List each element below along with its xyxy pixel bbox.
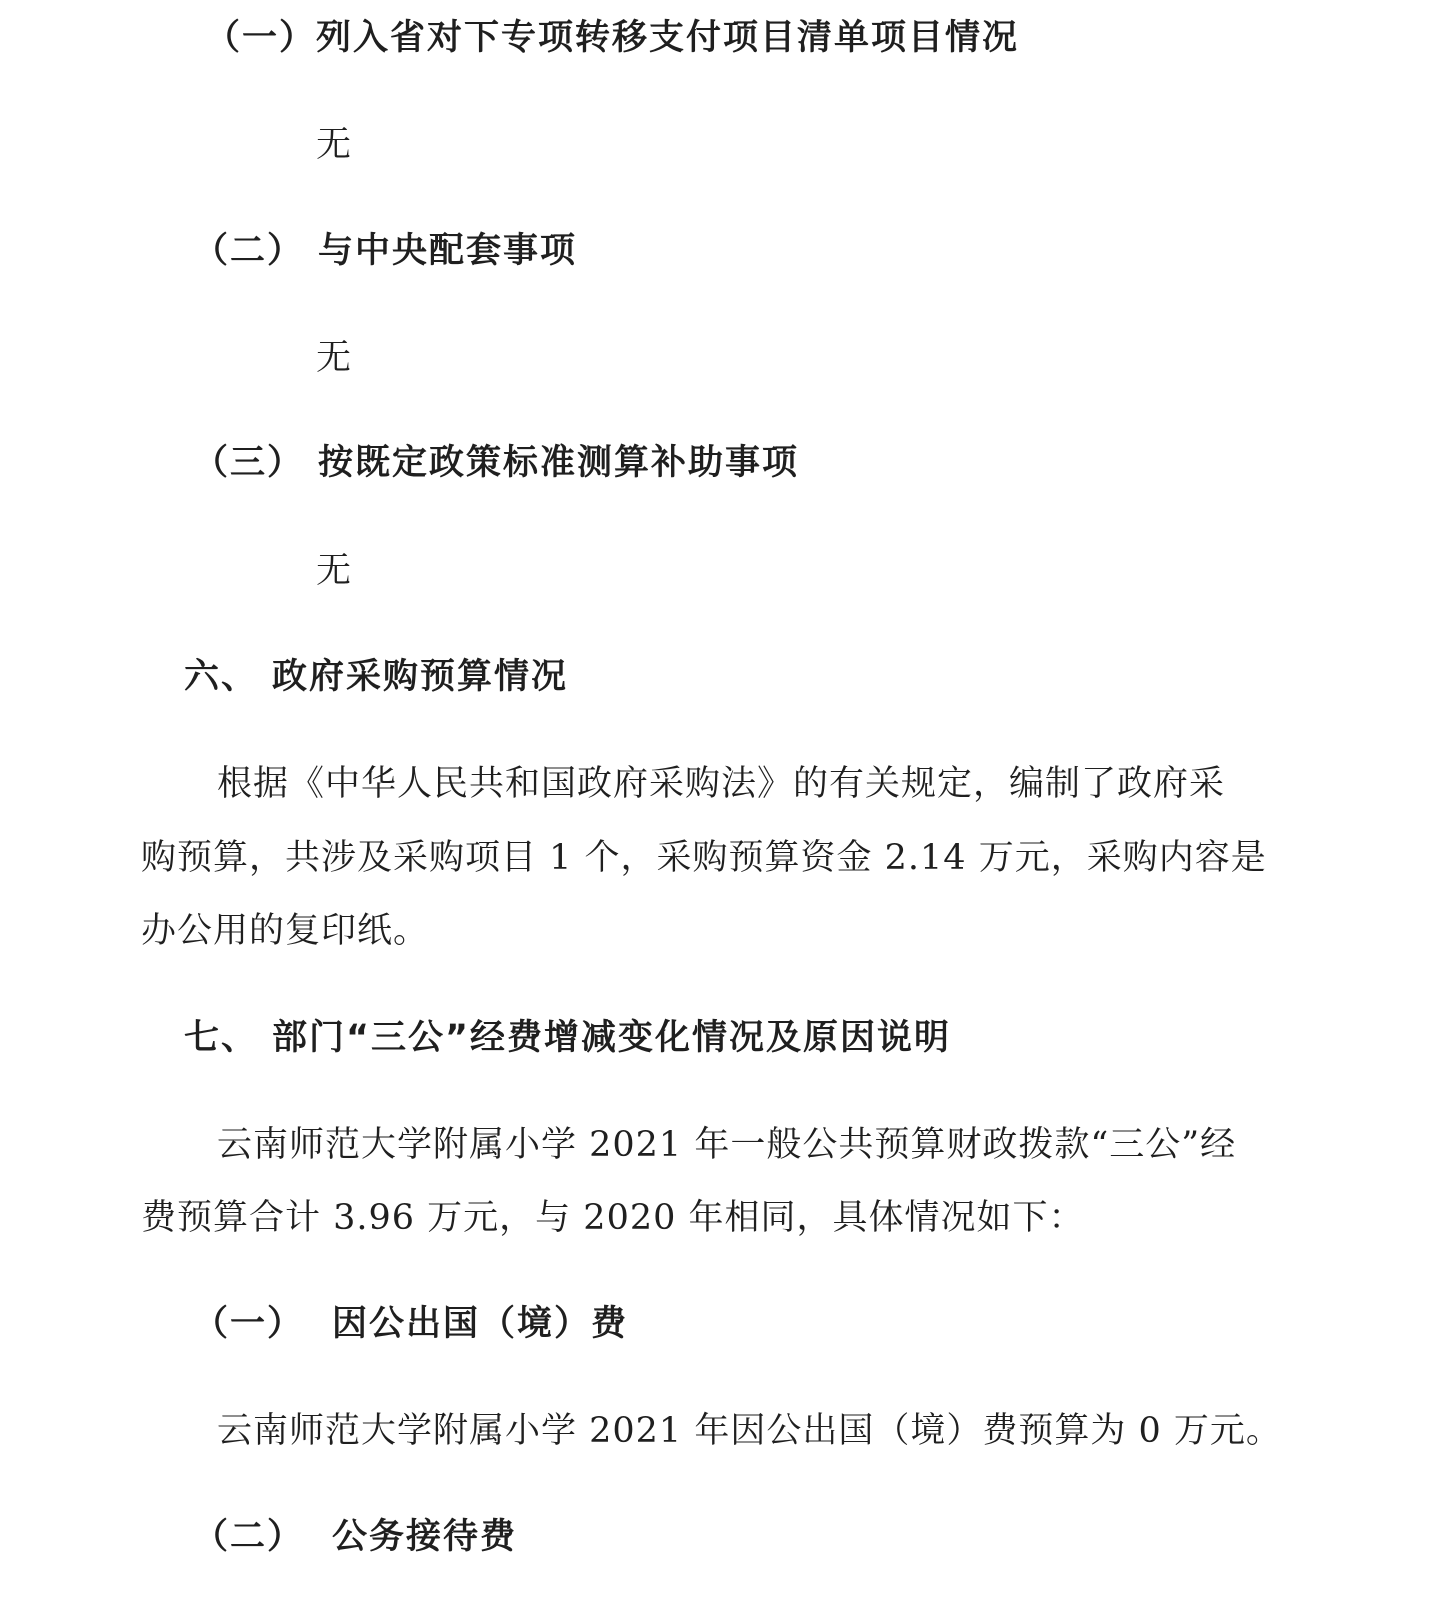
section-seven-paragraph-line-2: 费预算合计 3.96 万元，与 2020 年相同，具体情况如下：: [141, 1198, 1085, 1238]
subheading-3: [193, 441, 799, 485]
section-number: 六、: [184, 657, 259, 697]
section-seven-paragraph-line-1: 云南师范大学附属小学 2021 年一般公共预算财政拨款“三公”经: [217, 1125, 1237, 1165]
subsection-2-heading: [193, 1515, 517, 1559]
subheading-marker: （三）: [193, 443, 305, 483]
subheading-2-content: 无: [316, 338, 353, 378]
subheading-3-content: 无: [316, 551, 353, 591]
subheading-1-content: 无: [316, 125, 353, 165]
section-title: 政府采购预算情况: [272, 657, 569, 697]
subheading-title: 列入省对下专项转移支付项目清单项目情况: [316, 18, 1020, 58]
subheading-title: 按既定政策标准测算补助事项: [318, 443, 800, 483]
subsection-1-paragraph: 云南师范大学附属小学 2021 年因公出国（境）费预算为 0 万元。: [217, 1411, 1282, 1451]
subheading-marker: （二）: [193, 231, 305, 271]
subheading-title: 与中央配套事项: [318, 231, 578, 271]
subheading-marker: （二）: [193, 1517, 305, 1557]
section-six-heading: [184, 655, 568, 699]
subsection-1-heading: [193, 1302, 628, 1346]
subheading-marker: （一）: [193, 1304, 305, 1344]
subheading-2: [193, 229, 577, 273]
section-number: 七、: [184, 1018, 259, 1058]
subheading-1: [205, 16, 1019, 60]
section-title: 部门“三公”经费增减变化情况及原因说明: [272, 1018, 952, 1058]
section-seven-heading: [184, 1016, 951, 1060]
subheading-marker: （一）: [205, 18, 317, 58]
subheading-title: 因公出国（境）费: [332, 1304, 629, 1344]
section-six-paragraph-line-1: 根据《中华人民共和国政府采购法》的有关规定，编制了政府采: [217, 764, 1226, 804]
section-six-paragraph-line-2: 购预算，共涉及采购项目 1 个，采购预算资金 2.14 万元，采购内容是: [141, 838, 1267, 878]
section-six-paragraph-line-3: 办公用的复印纸。: [141, 911, 430, 951]
subheading-title: 公务接待费: [332, 1517, 518, 1557]
